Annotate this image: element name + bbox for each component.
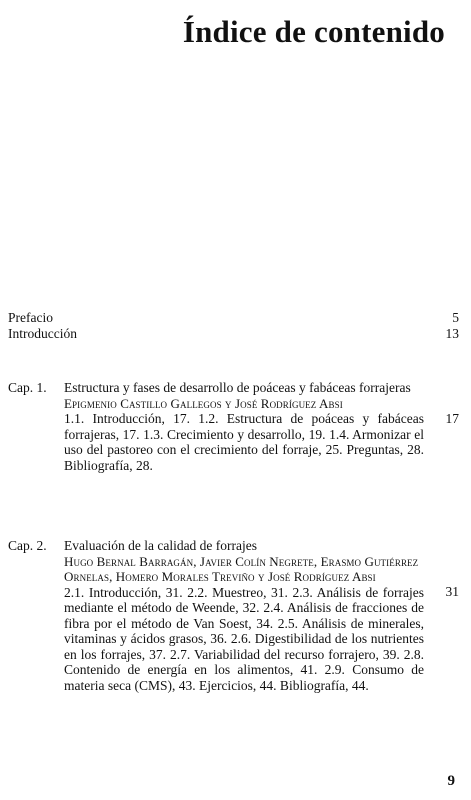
chapter-label: Cap. 2. <box>8 538 47 553</box>
chapter-authors: Epigmenio Castillo Gallegos y José Rodríguez Absi <box>64 395 343 411</box>
toc-chapter-2[interactable] <box>8 538 459 693</box>
chapter-page: 31 <box>445 584 459 599</box>
chapter-sections: 1.1. Introducción, 17. 1.2. Estructura de poáceas y fabáceas forrajeras, 17. 1.3. Crecimiento y desarrollo, 19. 1.4. Armonizar el uso del pastoreo con el crecimiento del forraje, 25. Preguntas, 28. Bibliografía, 28. <box>64 411 424 473</box>
toc-chapter-1[interactable] <box>8 380 459 473</box>
chapter-title: Estructura y fases de desarrollo de poáceas y fabáceas forrajeras <box>64 380 411 395</box>
toc-entry-prefacio[interactable] <box>8 310 459 326</box>
chapter-body <box>64 538 424 693</box>
front-matter-list <box>8 310 459 341</box>
chapter-body <box>64 380 424 473</box>
chapter-sections: 2.1. Introducción, 31. 2.2. Muestreo, 31. 2.3. Análisis de forrajes mediante el método de Weende, 32. 2.4. Análisis de fracciones de fibra por el método de Van Soest, 34. 2.5. Análisis de minerales, vitaminas y ácidos grasos, 36. 2.6. Digestibilidad de los nutrientes en los forrajes, 37. 2.7. Variabilidad del recurso forrajero, 39. 2.8. Contenido de energía en los alimentos, 41. 2.9. Consumo de materia seca (CMS), 43. Ejercicios, 44. Bibliografía, 44. <box>64 584 424 693</box>
toc-entry-label: Introducción <box>8 325 77 341</box>
chapter-label: Cap. 1. <box>8 380 47 395</box>
chapter-title: Evaluación de la calidad de forrajes <box>64 538 258 553</box>
toc-entry-page: 5 <box>452 310 459 325</box>
toc-entry-label: Prefacio <box>8 310 53 325</box>
toc-entry-introduccion[interactable] <box>8 326 459 342</box>
chapter-page: 17 <box>445 411 459 426</box>
page-title: Índice de contenido <box>182 14 445 49</box>
toc-entry-page: 13 <box>445 325 459 341</box>
chapter-authors: Hugo Bernal Barragán, Javier Colín Negrete, Erasmo Gutiérrez Ornelas, Homero Morales Treviño y José Rodríguez Absi <box>64 553 419 584</box>
page-number: 9 <box>447 773 455 789</box>
